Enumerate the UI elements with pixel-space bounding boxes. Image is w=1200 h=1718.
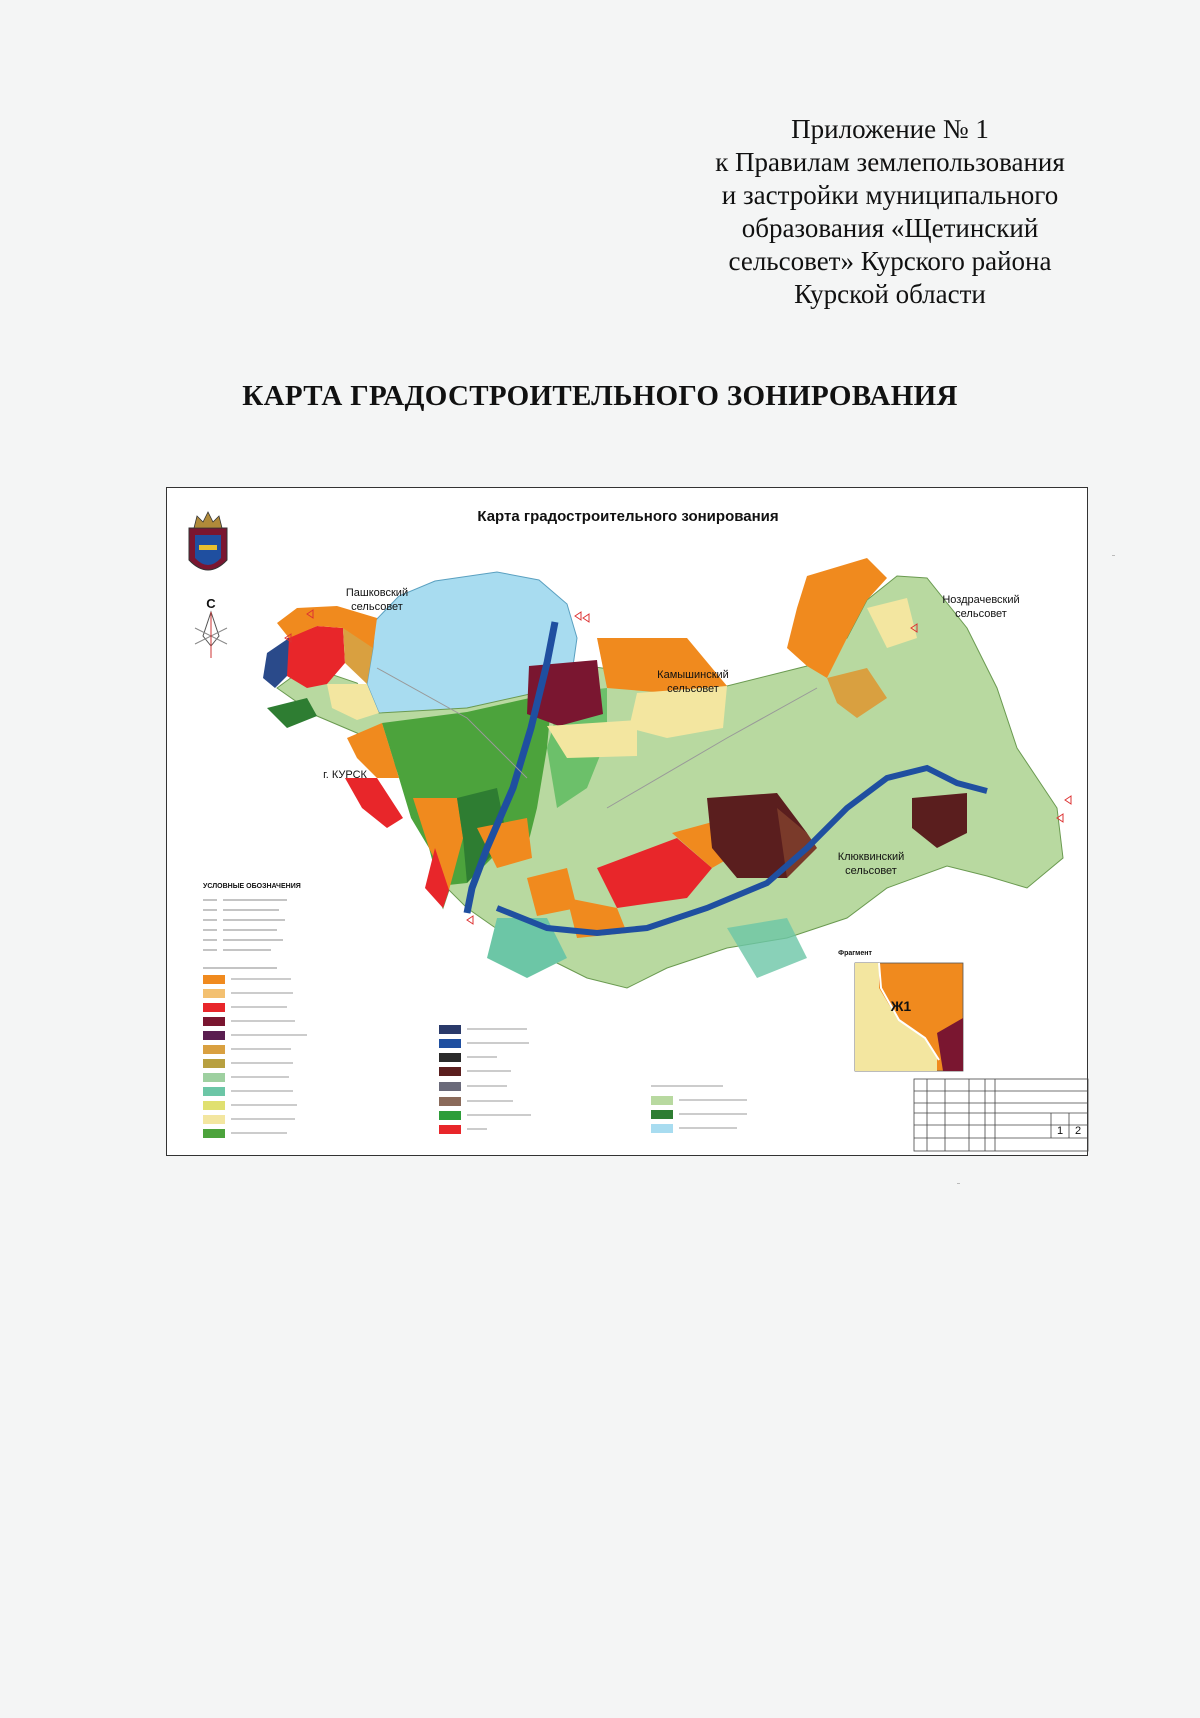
coat-of-arms-icon (189, 512, 227, 570)
annex-line: Приложение № 1 (791, 114, 989, 144)
neighbor-label: сельсовет (351, 601, 403, 613)
neighbor-label: сельсовет (955, 608, 1007, 620)
annex-heading (640, 113, 1140, 311)
legend-title: УСЛОВНЫЕ ОБОЗНАЧЕНИЯ (203, 883, 301, 890)
scan-speck (1112, 555, 1115, 556)
neighbor-label: сельсовет (845, 865, 897, 877)
neighbor-label: Клюквинский (837, 851, 905, 863)
legend-swatches-column-3 (651, 1086, 723, 1133)
compass-letter: С (206, 596, 216, 611)
title-block-stamp (914, 1079, 1088, 1151)
annex-line: к Правилам землепользования (715, 147, 1065, 177)
neighbor-label: Камышинский (657, 669, 729, 681)
neighbor-label: сельсовет (667, 683, 719, 695)
neighbor-label: Ноздрачевский (942, 594, 1020, 606)
scan-speck (957, 1183, 960, 1184)
city-label: г. КУРСК (323, 769, 367, 781)
neighbor-label: Пашковский (345, 587, 409, 599)
annex-line: Курской области (794, 279, 986, 309)
compass-rose-icon (195, 596, 227, 658)
map-title: Карта градостроительного зонирования (477, 508, 779, 525)
sheet-number: 1 (1056, 1125, 1064, 1137)
fragment-zone-code: Ж1 (890, 998, 912, 1014)
annex-line: и застройки муниципального (721, 180, 1059, 210)
legend-text-lines (231, 979, 307, 1133)
annex-line: сельсовет» Курского района (728, 246, 1052, 276)
document-title: КАРТА ГРАДОСТРОИТЕЛЬНОГО ЗОНИРОВАНИЯ (242, 380, 958, 412)
zoning-map-drawing (167, 488, 1089, 1157)
legend-swatches-column-1 (203, 975, 225, 1138)
fragment-inset (838, 950, 963, 1071)
fragment-title: Фрагмент (838, 950, 872, 957)
legend-swatches-column-2 (439, 1025, 461, 1134)
annex-line: образования «Щетинский (741, 213, 1039, 243)
zoning-map (166, 487, 1088, 1156)
sheet-total: 2 (1074, 1125, 1082, 1137)
